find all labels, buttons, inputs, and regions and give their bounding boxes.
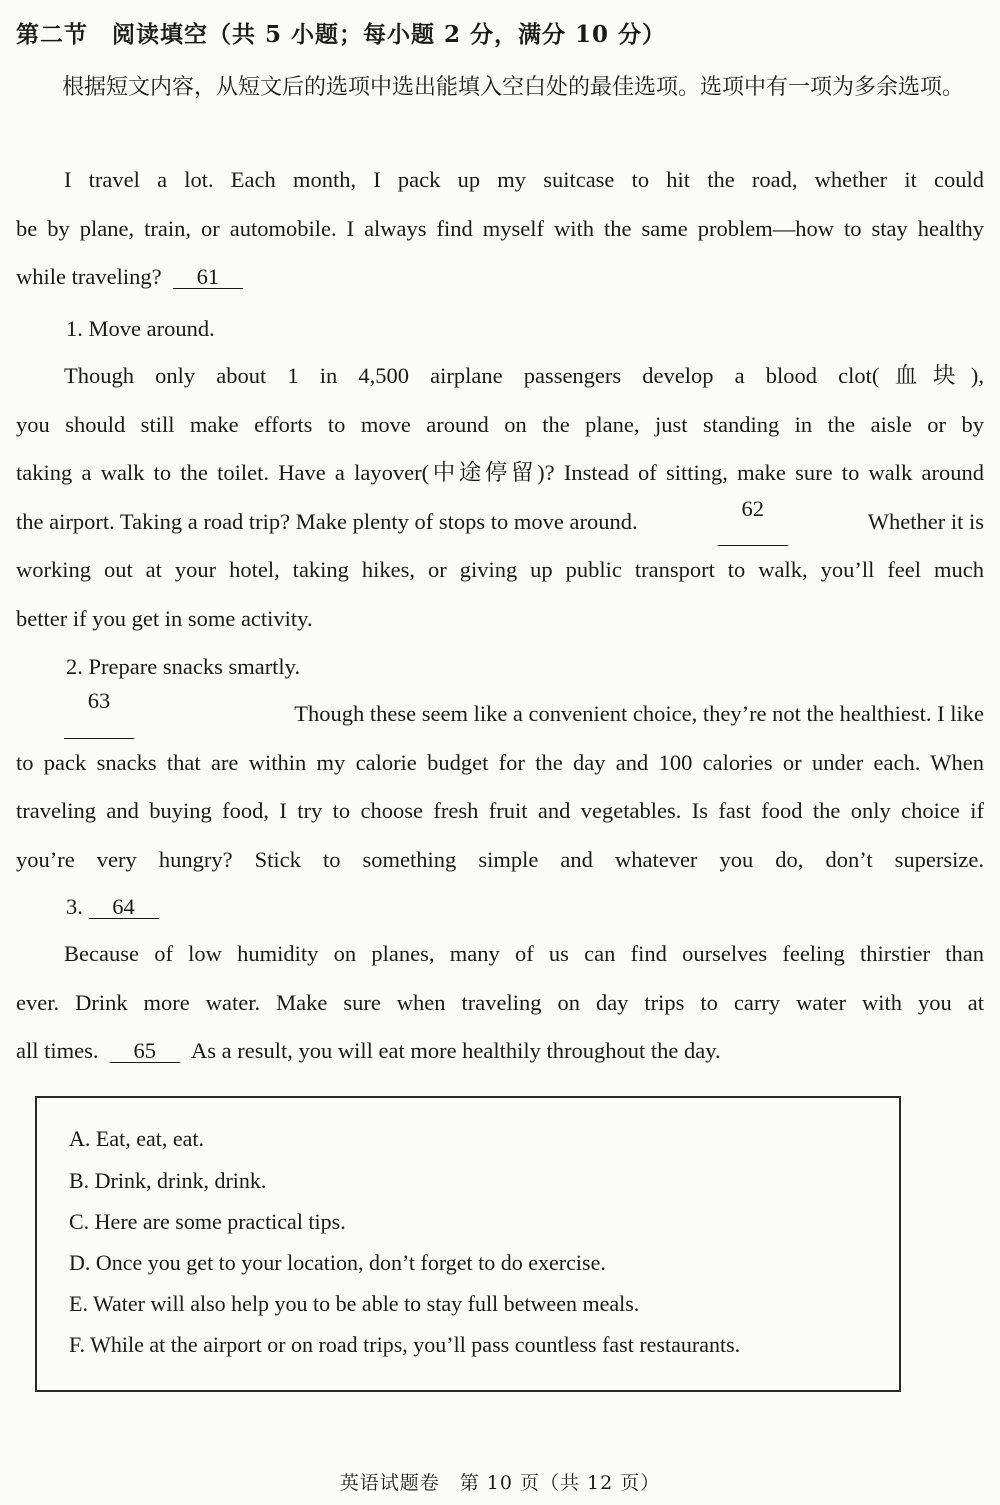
answer-blank-65: 65: [110, 1040, 180, 1063]
text-line: taking a walk to the toilet. Have a layover(中途停留)? Instead of sitting, make sure to walk around: [16, 460, 984, 485]
option-e: E. Water will also help you to be able to stay full between meals.: [69, 1291, 640, 1316]
option-d: D. Once you get to your location, don’t forget to do exercise.: [69, 1250, 606, 1275]
text-line: be by plane, train, or automobile. I always find myself with the same problem—how to stay healthy: [16, 215, 984, 241]
paragraph-4: [16, 930, 984, 1076]
paragraph-3: [16, 690, 984, 884]
paragraph-1: [16, 156, 984, 302]
heading-3: [66, 894, 159, 920]
text-span: Though these seem like a convenient choice, they’re not the healthiest. I like: [294, 701, 984, 726]
text-line: [16, 495, 984, 547]
text-span: Whether it is: [867, 508, 984, 534]
option-a: A. Eat, eat, eat.: [69, 1126, 204, 1151]
text-line: [16, 253, 984, 302]
text-line: you should still make efforts to move around on the plane, just standing in the aisle or by: [16, 411, 984, 437]
options-box: [35, 1096, 901, 1392]
text-line: I travel a lot. Each month, I pack up my suitcase to hit the road, whether it could: [64, 167, 984, 192]
answer-blank-62: 62: [718, 498, 788, 547]
text-line: to pack snacks that are within my calorie budget for the day and 100 calories or under each. When: [16, 749, 984, 775]
section-title: 第二节 阅读填空（共 5 小题；每小题 2 分，满分 10 分）: [16, 21, 667, 48]
instructions: 根据短文内容，从短文后的选项中选出能填入空白处的最佳选项。选项中有一项为多余选项。: [62, 75, 965, 100]
page-footer: 英语试题卷 第 10 页（共 12 页）: [339, 1472, 661, 1494]
option-b: B. Drink, drink, drink.: [69, 1168, 267, 1193]
heading-move-around: 1. Move around.: [66, 316, 215, 341]
text-line: better if you get in some activity.: [16, 605, 313, 631]
text-span: the airport. Taking a road trip? Make plenty of stops to move around.: [16, 508, 638, 534]
text-line: working out at your hotel, taking hikes, or giving up public transport to walk, you’ll feel much: [16, 557, 984, 582]
text-line: [16, 690, 984, 739]
option-f: F. While at the airport or on road trips, you’ll pass countless fast restaurants.: [69, 1332, 741, 1357]
text-span: As a result, you will eat more healthily throughout the day.: [191, 1038, 721, 1063]
text-line: you’re very hungry? Stick to something simple and whatever you do, don’t supersize.: [16, 846, 984, 872]
text-line: Because of low humidity on planes, many of us can find ourselves feeling thirstier than: [64, 941, 984, 966]
text-line: traveling and buying food, I try to choose fresh fruit and vegetables. Is fast food the only choice if: [16, 798, 984, 823]
text-line: Though only about 1 in 4,500 airplane passengers develop a blood clot(血块),: [64, 363, 984, 388]
text-line: [16, 1027, 984, 1076]
option-c: C. Here are some practical tips.: [69, 1209, 346, 1234]
answer-blank-64: 64: [89, 896, 159, 919]
text-span: 3.: [66, 894, 83, 919]
text-span: while traveling?: [16, 264, 162, 289]
text-span: all times.: [16, 1038, 99, 1063]
text-line: ever. Drink more water. Make sure when traveling on day trips to carry water with you at: [16, 989, 984, 1015]
heading-prepare-snacks: 2. Prepare snacks smartly.: [66, 654, 301, 679]
paragraph-2: [16, 352, 984, 643]
answer-blank-61: 61: [173, 266, 243, 289]
answer-blank-63: 63: [64, 690, 134, 739]
